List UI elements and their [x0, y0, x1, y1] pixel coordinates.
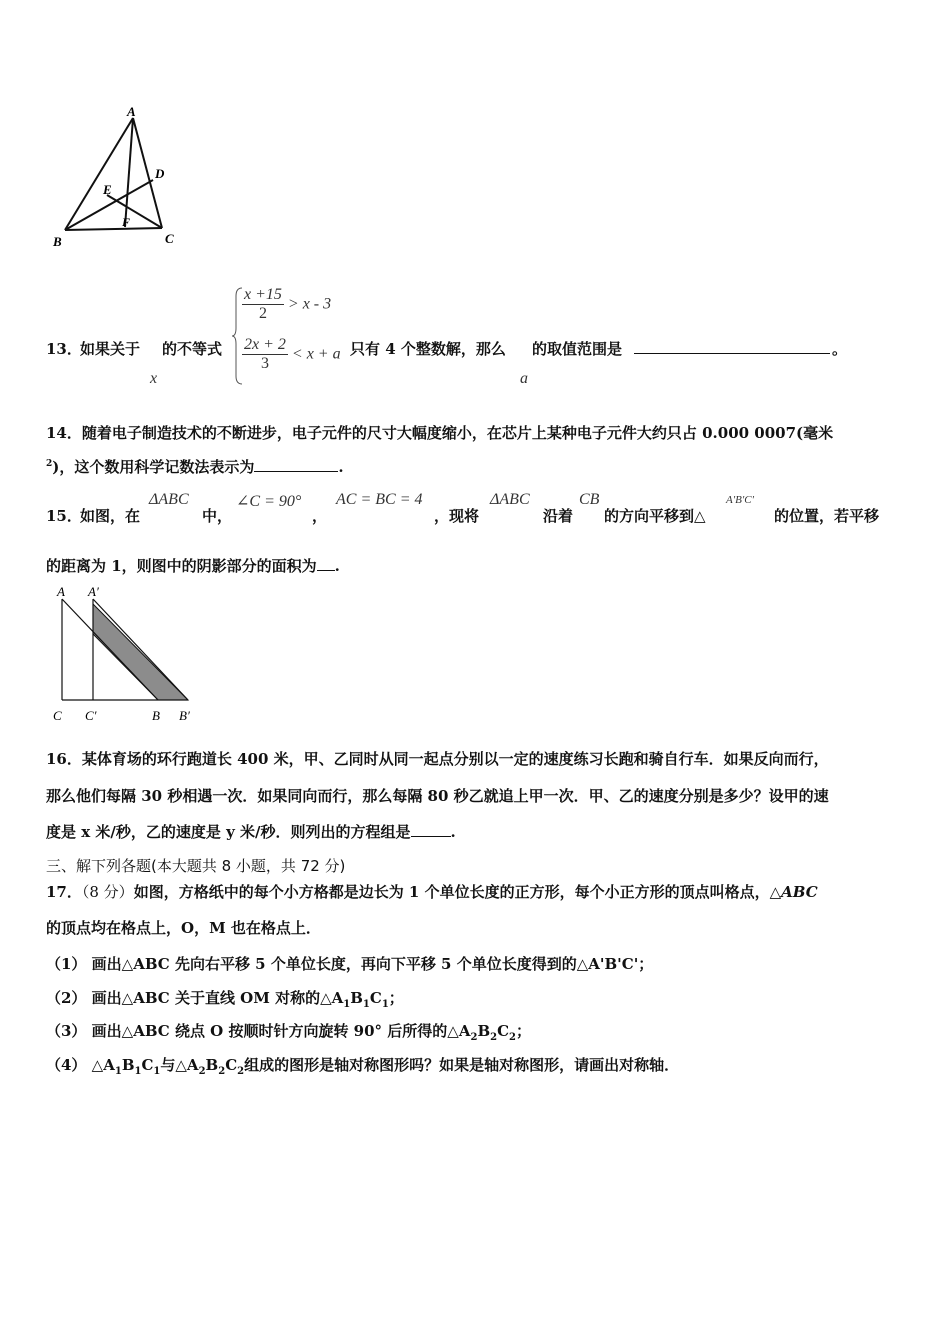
q16-line1: 某体育场的环行跑道长 400 米，甲、乙同时从同一起点分别以一定的速度练习长跑和骑自行车．如果反向而行， — [81, 750, 829, 768]
q17-triangle: △ABC — [769, 883, 818, 901]
label-E: E — [103, 182, 112, 197]
label-D: D — [155, 166, 165, 181]
q15-line2: 的距离为 1，则图中的阴影部分的面积为 — [46, 557, 317, 575]
q15-math-1: ΔABC — [149, 491, 189, 508]
label-B-prime: B′ — [179, 708, 190, 723]
ineq1-denominator: 2 — [258, 305, 267, 322]
sub-2: 2 — [470, 1032, 478, 1043]
q17-step-4 — [46, 1054, 679, 1077]
q13-text-4: 的取值范围是 — [532, 340, 623, 358]
question-16-line2 — [46, 785, 829, 806]
question-16 — [46, 748, 829, 769]
question-17-line2 — [46, 917, 321, 938]
q16-line2: 那么他们每隔 30 秒相遇一次．如果同向而行，那么每隔 80 秒乙就追上甲一次．甲、乙的速度分别是多少？设甲的速 — [46, 787, 829, 805]
label-A-prime: A′ — [88, 584, 99, 599]
q17-step-3 — [46, 1020, 531, 1043]
question-15-line2 — [46, 555, 340, 576]
q17-step-3-text-c: C — [497, 1022, 510, 1040]
sub-1: 1 — [114, 1066, 122, 1077]
q17-intro-1: 如图，方格纸中的每个小方格都是边长为 1 个单位长度的正方形，每个小正方形的顶点叫格点， — [133, 883, 770, 901]
sub-1: 1 — [362, 999, 370, 1010]
sub-2: 2 — [218, 1066, 226, 1077]
label-C: C — [165, 231, 174, 246]
q17-step-4-text-f: C — [225, 1056, 238, 1074]
sub-2: 2 — [509, 1032, 517, 1043]
q17-step-2 — [46, 987, 404, 1010]
q15-answer-blank[interactable] — [317, 556, 335, 571]
sub-1: 1 — [343, 999, 351, 1010]
q17-step-3-text-a: （3） 画出△ABC 绕点 O 按顺时针方向旋转 90° 后所得的△A — [46, 1022, 471, 1040]
ineq2-numerator: 2x + 2 — [244, 336, 286, 353]
q16-answer-blank[interactable] — [411, 822, 451, 837]
q13-text-1: 如果关于 — [80, 340, 141, 358]
q13-var-x: x — [150, 370, 158, 387]
ineq2-denominator: 3 — [260, 355, 269, 372]
q14-number: 14． — [46, 424, 82, 442]
q17-number: 17． — [46, 883, 82, 901]
question-15 — [46, 488, 906, 528]
q17-step-4-text-b: B — [121, 1056, 135, 1074]
q17-step-3-text-d: ； — [516, 1022, 532, 1040]
q17-step-4-text-d: 与△A — [160, 1056, 199, 1074]
q17-step-4-text-e: B — [205, 1056, 219, 1074]
q15-math-4: ΔABC — [490, 491, 530, 508]
inequality-system — [232, 286, 352, 386]
q15-text-2: 中， — [202, 507, 233, 525]
q14-end: . — [338, 458, 344, 476]
q15-math-3: AC = BC = 4 — [336, 491, 423, 508]
label-B: B — [53, 234, 62, 249]
q15-text-6: 的位置，若平移 — [774, 507, 880, 525]
q17-step-4-text-g: 组成的图形是轴对称图形吗？如果是轴对称图形，请画出对称轴． — [244, 1056, 680, 1074]
q15-text-3: ，现将 — [434, 507, 480, 525]
q17-step-2-text-d: ； — [388, 989, 404, 1007]
q15-text-4: 沿着 — [543, 507, 574, 525]
ineq1-fraction — [242, 286, 284, 323]
label-C: C — [53, 708, 62, 723]
q13-number: 13． — [46, 340, 82, 358]
q17-step-1-text: （1） 画出△ABC 先向右平移 5 个单位长度，再向下平移 5 个单位长度得到的△A'B'C'； — [46, 955, 654, 973]
q14-line2: )，这个数用科学记数法表示为 — [52, 458, 255, 476]
q17-score: （8 分） — [81, 883, 134, 901]
question-17 — [46, 881, 818, 902]
sub-1: 1 — [381, 999, 389, 1010]
q15-text-1: 如图，在 — [80, 507, 141, 525]
sub-2: 2 — [237, 1066, 245, 1077]
triangle-figure-q12 — [45, 100, 185, 255]
section-3-heading: 三、解下列各题(本大题共 8 小题，共 72 分) — [46, 857, 346, 875]
question-13 — [46, 286, 906, 386]
q15-math-6: A′B′C′ — [726, 494, 754, 506]
sub-1: 1 — [153, 1066, 161, 1077]
q17-intro-2: 的顶点均在格点上，O，M 也在格点上． — [46, 919, 321, 937]
q13-text-3: 只有 4 个整数解，那么 — [350, 340, 506, 358]
translation-figure-q15 — [48, 582, 208, 727]
ineq1-rhs: > x - 3 — [287, 295, 332, 313]
q16-end: . — [450, 823, 456, 841]
label-C-prime: C′ — [85, 708, 97, 723]
sub-1: 1 — [134, 1066, 142, 1077]
q17-step-2-text-a: （2） 画出△ABC 关于直线 OM 对称的△A — [46, 989, 344, 1007]
label-B: B — [152, 708, 160, 723]
question-14 — [46, 422, 833, 443]
ineq1-numerator: x +15 — [244, 286, 282, 303]
label-F: F — [122, 215, 131, 229]
q15-math-2: ∠C = 90° — [236, 493, 302, 510]
ineq2-fraction — [242, 336, 288, 373]
q13-answer-blank[interactable] — [634, 338, 830, 354]
q17-step-2-text-b: B — [350, 989, 363, 1007]
question-14-line2 — [46, 456, 344, 477]
ineq2-rhs: < x + a — [291, 345, 341, 363]
q17-step-4-text-c: C — [141, 1056, 154, 1074]
q17-step-4-text-a: （4） △A — [46, 1056, 115, 1074]
q15-math-5: CB — [579, 491, 600, 508]
q14-answer-blank[interactable] — [254, 457, 338, 472]
q14-line1: 随着电子制造技术的不断进步，电子元件的尺寸大幅度缩小，在芯片上某种电子元件大约只占 0.000 0007(毫米 — [81, 424, 834, 442]
q16-number: 16． — [46, 750, 82, 768]
q13-var-a: a — [520, 370, 528, 387]
sub-2: 2 — [490, 1032, 498, 1043]
q13-text-2: 的不等式 — [162, 340, 223, 358]
q13-end: 。 — [832, 340, 848, 358]
label-A: A — [57, 584, 65, 599]
q16-line3: 度是 x 米/秒，乙的速度是 y 米/秒．则列出的方程组是 — [46, 823, 411, 841]
label-A: A — [127, 104, 136, 119]
q15-text-5: 的方向平移到△ — [604, 507, 706, 525]
question-16-line3 — [46, 821, 456, 842]
q15-number: 15． — [46, 507, 82, 525]
q15-end: . — [334, 557, 340, 575]
q17-step-2-text-c: C — [369, 989, 382, 1007]
q17-step-1 — [46, 953, 653, 974]
q15-comma: ， — [312, 507, 328, 525]
sub-2: 2 — [198, 1066, 206, 1077]
q14-sup: 2 — [46, 459, 53, 469]
q17-step-3-text-b: B — [477, 1022, 491, 1040]
